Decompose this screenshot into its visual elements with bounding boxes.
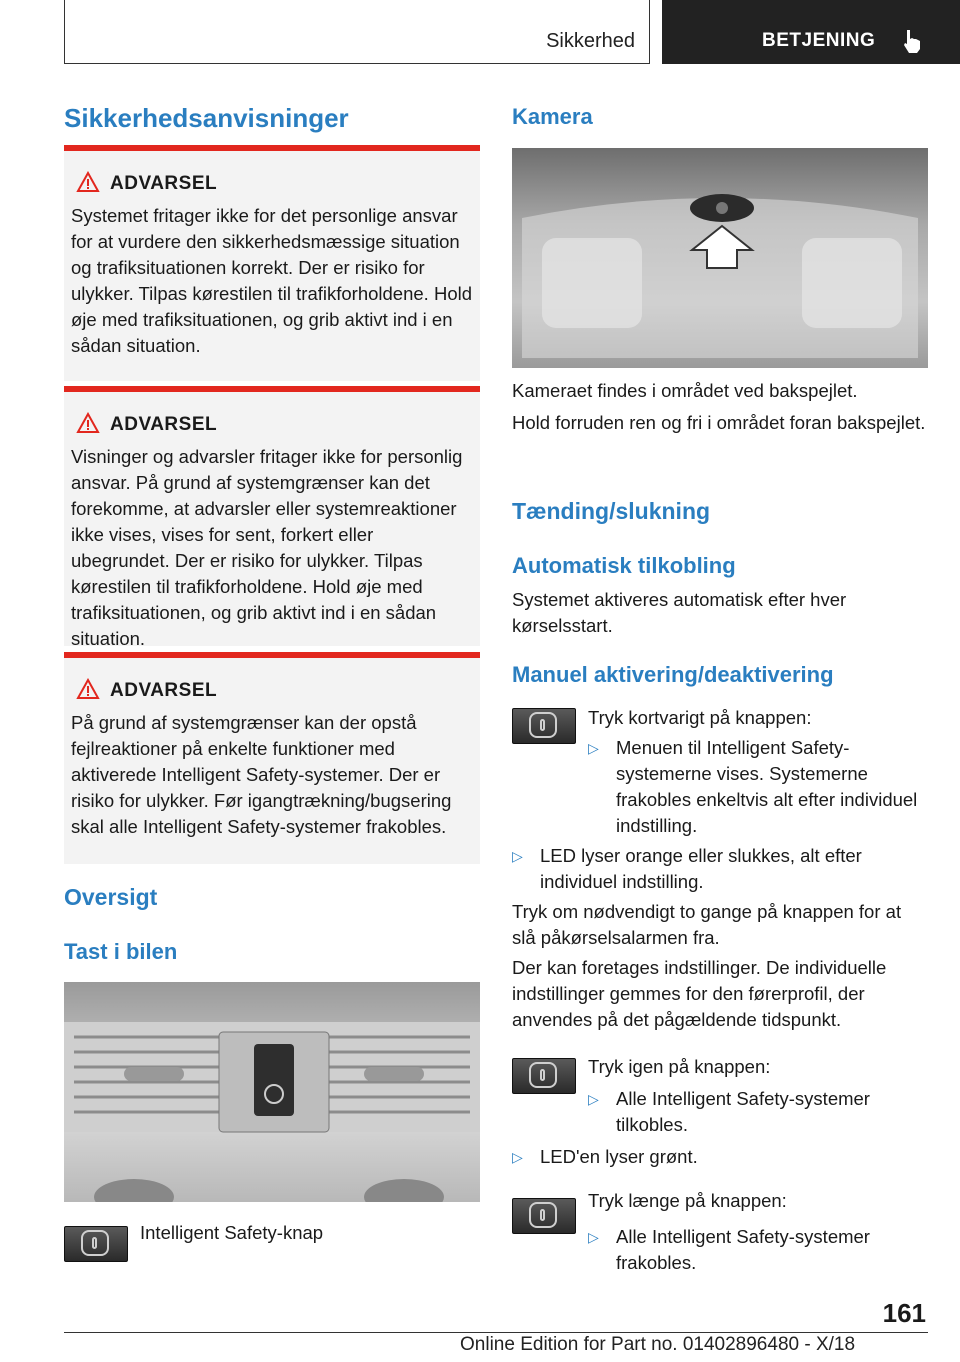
press-again: Tryk igen på knappen: — [588, 1056, 771, 1077]
safety-button-icon — [512, 708, 576, 744]
warning-triangle-icon — [76, 678, 100, 700]
header-chapter: BETJENING — [762, 30, 876, 51]
windshield-illustration — [512, 148, 928, 368]
page-number: 161 — [882, 1298, 926, 1328]
hand-pointer-icon — [898, 26, 928, 56]
press-twice-text: Tryk om nødvendigt to gange på knappen for at slå påkørselsalarmen fra. — [512, 901, 902, 948]
settings-text: Der kan foretages indstillinger. De individuelle indstillinger gemmes for den førerprofil, der anvendes på det pågældende tidspunkt. — [512, 957, 887, 1030]
warning-label: ADVARSEL — [110, 173, 218, 194]
footer-divider — [64, 1332, 928, 1333]
camera-text-1: Kameraet findes i området ved bakspejlet. — [512, 380, 858, 401]
header-section-box — [64, 0, 650, 64]
triangle-bullet-icon: ▷ — [588, 1229, 599, 1245]
list-item-text: Alle Intelligent Safety-systemer frakobles. — [616, 1226, 870, 1273]
warning-box — [64, 386, 480, 649]
warning-label: ADVARSEL — [110, 680, 218, 701]
warning-text: Systemet fritager ikke for det personlige ansvar for at vurdere den sikkerhedsmæssige situation og trafiksituationen korrekt. Der er risiko for ulykker. Tilpas kørestilen til trafikforholdene. Hold øje med trafiksituationen, og grib aktivt ind i en sådan situation. — [71, 205, 473, 356]
press-long: Tryk længe på knappen: — [588, 1190, 787, 1211]
safety-button-icon — [512, 1198, 576, 1234]
page-header — [0, 0, 960, 66]
onoff-title: Tænding/slukning — [512, 498, 711, 524]
section-title: Sikkerhedsanvisninger — [64, 103, 349, 133]
auto-text: Systemet aktiveres automatisk efter hver kørselsstart. — [512, 589, 847, 636]
warning-box — [64, 145, 480, 381]
list-item-text: LED lyser orange eller slukkes, alt efter individuel indstilling. — [540, 845, 862, 892]
warning-text: Visninger og advarsler fritager ikke for personlig ansvar. På grund af systemgrænser kan det forekomme, at advarsler eller systemreaktioner ikke vises, vises for sent, forkert eller ubegrundet. Der er risiko for ulykker. Tilpas kørestilen til trafikforholdene. Hold øje med trafiksituationen, og grib aktivt ind i en sådan situation. — [71, 446, 463, 649]
overview-title: Oversigt — [64, 884, 158, 910]
triangle-bullet-icon: ▷ — [512, 848, 523, 864]
triangle-bullet-icon: ▷ — [588, 740, 599, 756]
warning-box — [64, 652, 480, 864]
header-chapter-box — [662, 0, 960, 64]
footer-edition: Online Edition for Part no. 01402896480 - X/18 — [460, 1334, 856, 1355]
manual-title: Manuel aktivering/deaktivering — [512, 662, 834, 687]
camera-photo — [512, 148, 928, 368]
auto-title: Automatisk tilkobling — [512, 553, 736, 578]
triangle-bullet-icon: ▷ — [588, 1091, 599, 1107]
camera-title: Kamera — [512, 104, 593, 129]
camera-text-2: Hold forruden ren og fri i området foran bakspejlet. — [512, 412, 926, 433]
warning-triangle-icon — [76, 171, 100, 193]
list-item-text: Alle Intelligent Safety-systemer tilkobles. — [616, 1088, 870, 1135]
button-caption: Intelligent Safety-knap — [140, 1222, 324, 1243]
header-section: Sikkerhed — [546, 30, 635, 52]
safety-button-icon — [64, 1226, 128, 1262]
warning-triangle-icon — [76, 412, 100, 434]
list-item-text: LED'en lyser grønt. — [540, 1146, 698, 1167]
safety-button-icon — [512, 1058, 576, 1094]
vent-illustration — [64, 982, 480, 1202]
triangle-bullet-icon: ▷ — [512, 1149, 523, 1165]
warning-text: På grund af systemgrænser kan der opstå fejlreaktioner på enkelte funktioner med aktiverede Intelligent Safety-systemer. Der er risiko for ulykker. Før igangtrækning/bugsering skal alle Intelligent Safety-systemer frakobles. — [71, 712, 452, 837]
press-short: Tryk kortvarigt på knappen: — [588, 707, 812, 728]
button-subtitle: Tast i bilen — [64, 939, 178, 964]
list-item-text: Menuen til Intelligent Safety-systemerne vises. Systemerne frakobles enkeltvis alt efter individuel indstilling. — [616, 737, 918, 836]
warning-label: ADVARSEL — [110, 414, 218, 435]
dashboard-button-photo — [64, 982, 480, 1202]
